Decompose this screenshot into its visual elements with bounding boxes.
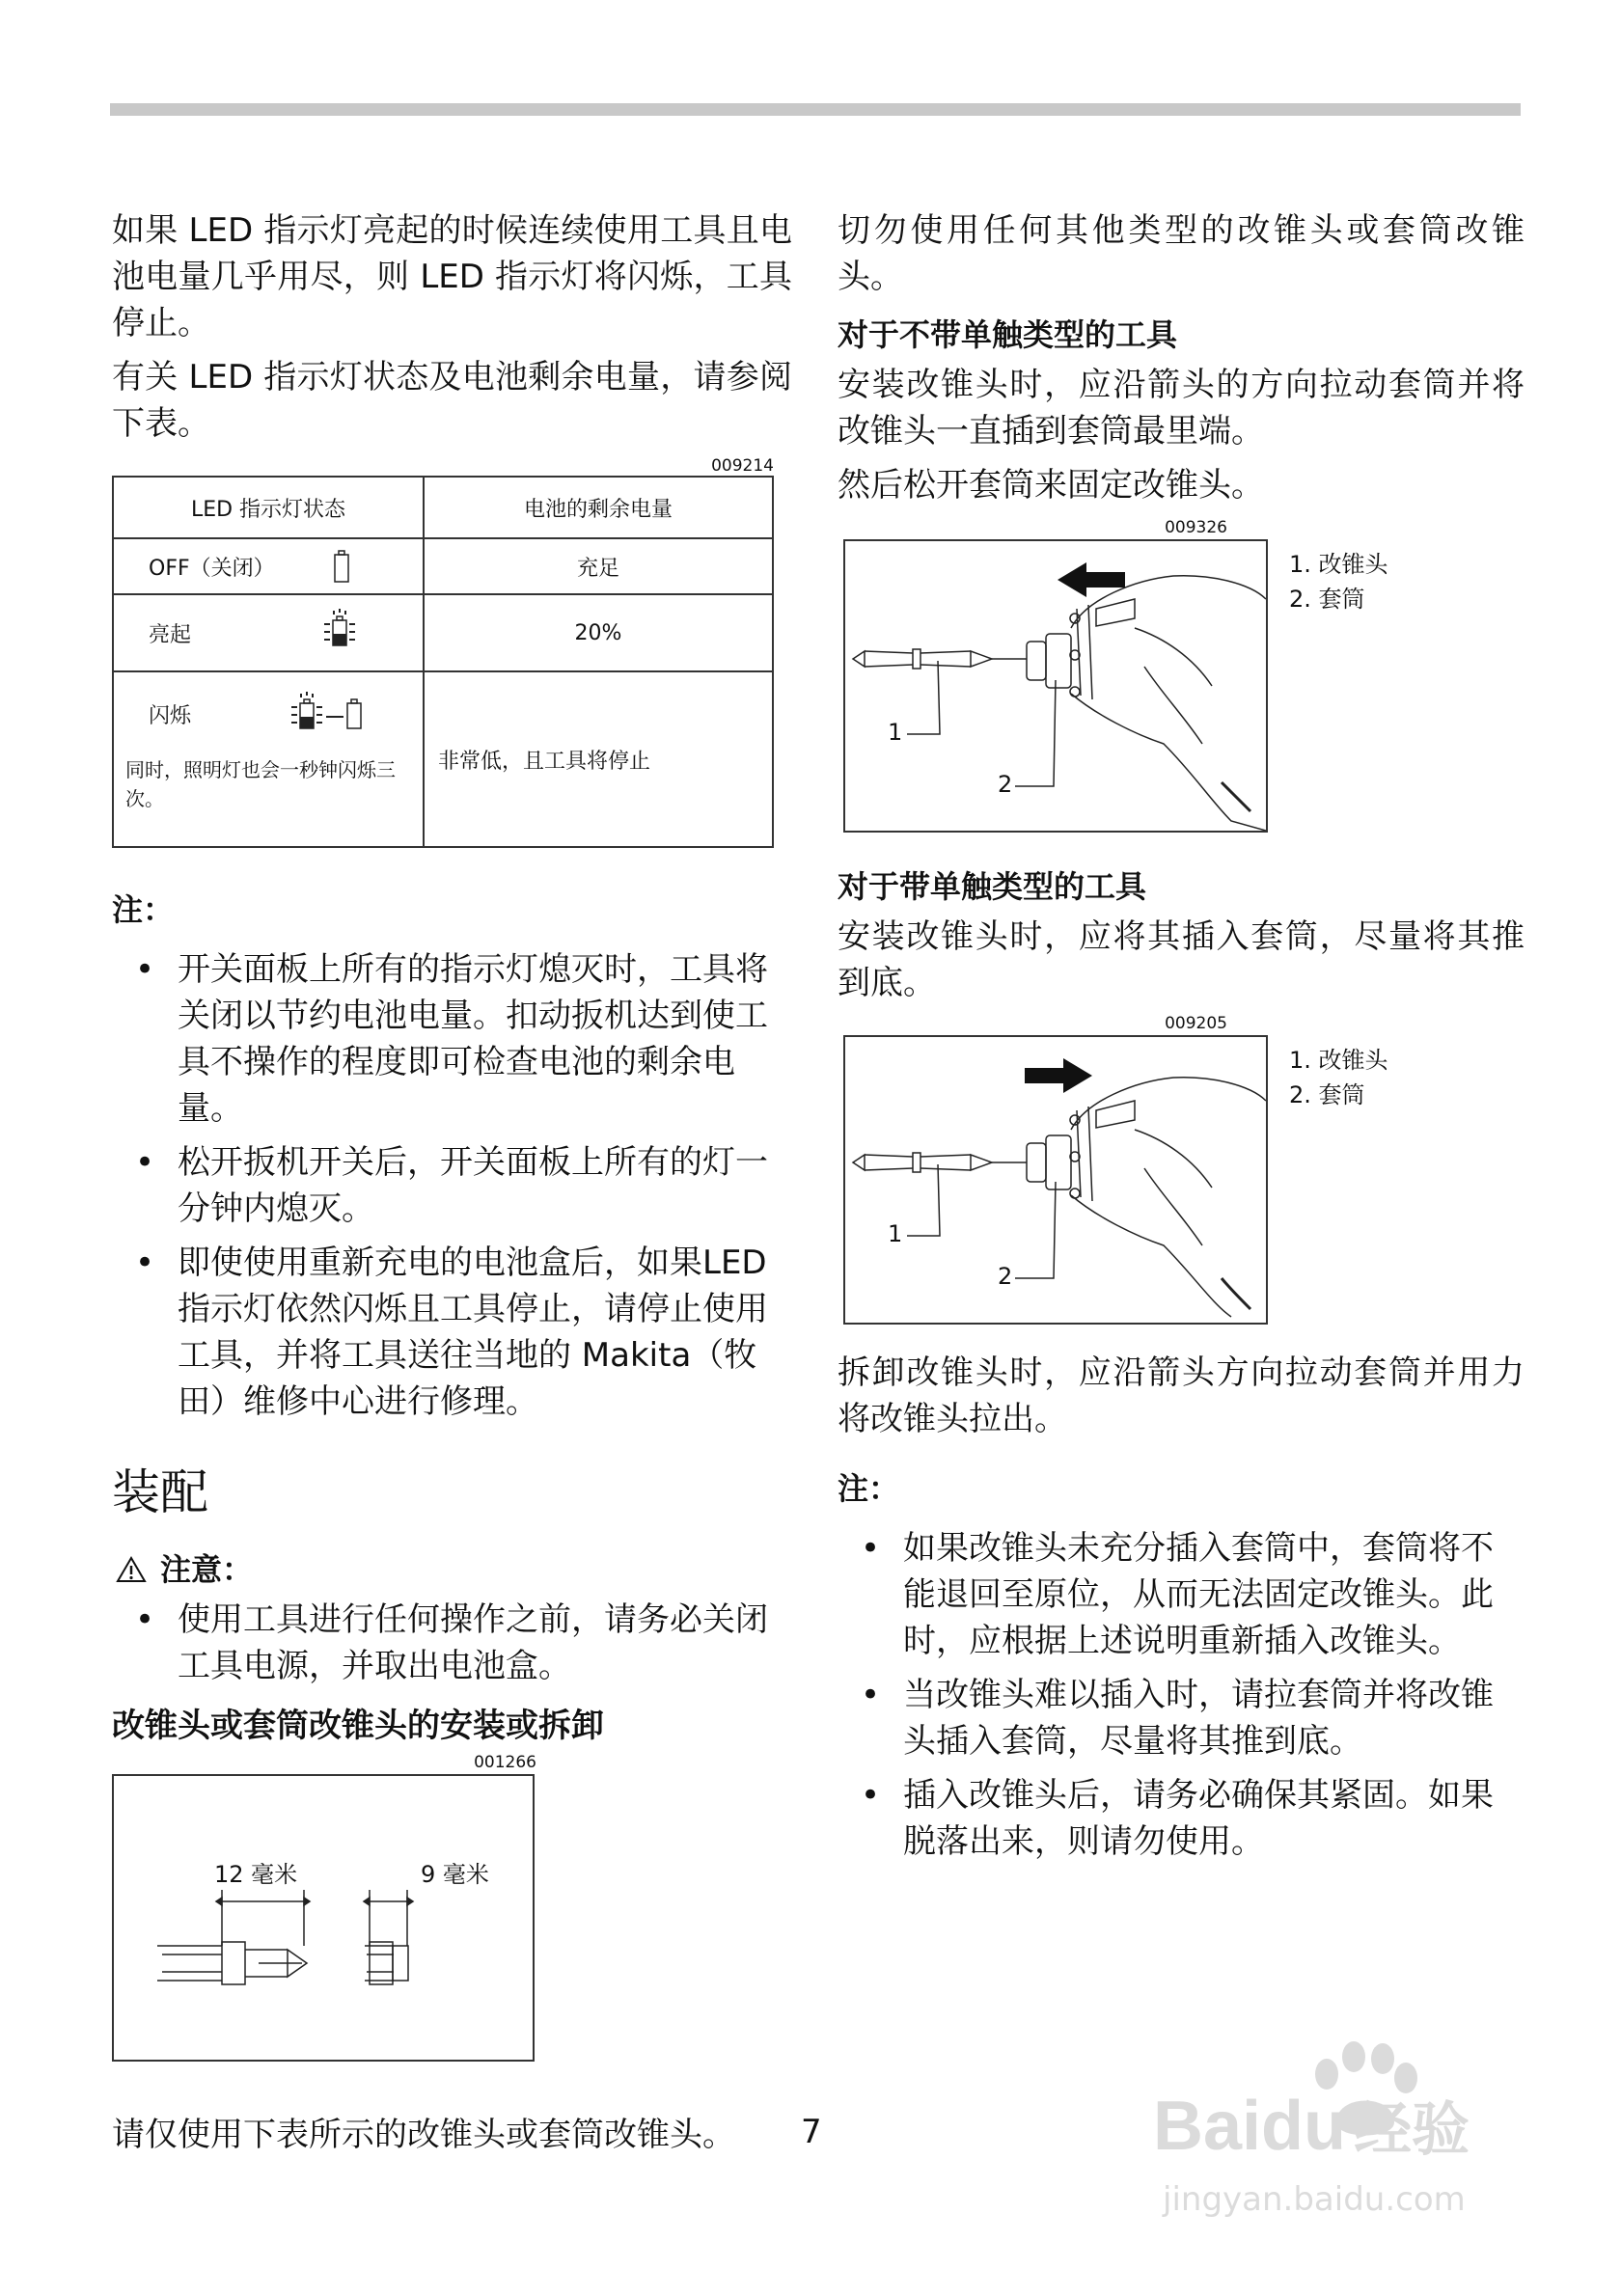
section-title-assembly: 装配	[112, 1464, 208, 1520]
removal-instruction-paragraph: 拆卸改锥头时，应沿箭头方向拉动套筒并用力将改锥头拉出。	[838, 1353, 1525, 1438]
figure-1-ref-code: 009326	[1165, 518, 1227, 537]
page-number: 7	[801, 2113, 822, 2151]
blink-note-text: 同时，照明灯也会一秒钟闪烁三次。	[125, 758, 396, 810]
figure-2-callout-1: 1	[888, 1220, 903, 1247]
watermark-brand-2: du	[1261, 2088, 1347, 2165]
caution-list	[112, 1597, 792, 1689]
table-row	[113, 538, 773, 594]
led-table-reference-paragraph: 有关 LED 指示灯状态及电池剩余电量，请参阅下表。	[112, 358, 792, 443]
table-row	[113, 594, 773, 671]
figure-2-ref-code: 009205	[1165, 1014, 1227, 1033]
one-touch-install-paragraph: 安装改锥头时，应将其插入套筒，尽量将其推到底。	[838, 917, 1525, 1002]
figure-1-legend: 1. 改锥头 2. 套筒	[1289, 551, 1388, 613]
right-notes-list	[838, 1525, 1525, 1865]
figure-2-legend: 1. 改锥头 2. 套筒	[1289, 1047, 1388, 1108]
notes-title: 注：	[112, 891, 175, 928]
list-item: • 如果改锥头未充分插入套筒中，套筒将不能退回至原位，从而无法固定改锥头。此时，应根据上述说明重新插入改锥头。	[861, 1529, 1494, 1660]
release-sleeve-paragraph: 然后松开套筒来固定改锥头。	[838, 466, 1264, 505]
figure-2-callout-2: 2	[998, 1263, 1013, 1290]
list-item: • 即使使用重新充电的电池盒后，如果LED 指示灯依然闪烁且工具停止，请停止使用工具，并将工具送往当地的 Makita（牧田）维修中心进行修理。	[135, 1244, 768, 1421]
bit-installation-figure-1	[843, 539, 1268, 833]
right-column	[838, 207, 1525, 1872]
bit-drawing	[114, 1776, 533, 2060]
value-20-percent: 20%	[424, 594, 773, 671]
header-led-status: LED 指示灯状态	[113, 477, 424, 538]
figure-1-callout-2: 2	[998, 771, 1013, 798]
list-item: • 开关面板上所有的指示灯熄灭时，工具将关闭以节约电池电量。扣动扳机达到使工具不操作的程度即可检查电池的剩余电量。	[135, 950, 768, 1128]
figure-1-block	[838, 518, 1525, 846]
led-blink-icon	[288, 682, 374, 740]
list-item: • 松开扳机开关后，开关面板上所有的灯一分钟内熄灭。	[135, 1143, 768, 1228]
value-full: 充足	[424, 538, 773, 594]
notes-list	[112, 946, 792, 1425]
heading-non-one-touch: 对于不带单触类型的工具	[838, 316, 1178, 353]
heading-one-touch: 对于带单触类型的工具	[838, 868, 1147, 905]
bit-length-12mm-label: 12 毫米	[214, 1861, 298, 1888]
list-item: • 插入改锥头后，请务必确保其紧固。如果脱落出来，则请勿使用。	[861, 1776, 1494, 1861]
bit-usage-paragraph: 请仅使用下表所示的改锥头或套筒改锥头。	[112, 2116, 735, 2154]
list-item: • 当改锥头难以插入时，请拉套筒并将改锥头插入套筒，尽量将其推到底。	[861, 1676, 1494, 1761]
screwdriver-push-bit-drawing	[845, 1037, 1266, 1323]
bit-warning-paragraph: 切勿使用任何其他类型的改锥头或套筒改锥头。	[838, 211, 1525, 296]
led-on-icon	[320, 609, 359, 657]
warning-triangle-icon	[116, 1555, 147, 1584]
screwdriver-pull-sleeve-drawing	[845, 541, 1266, 831]
figure-2-block	[838, 1014, 1525, 1332]
led-intro-paragraph: 如果 LED 指示灯亮起的时候连续使用工具且电池电量几乎用尽，则 LED 指示灯将闪烁，工具停止。	[112, 211, 792, 342]
watermark-brand: Bai	[1153, 2088, 1262, 2165]
bit-length-figure	[112, 1774, 535, 2062]
watermark-url: jingyan.baidu.com	[1163, 2180, 1466, 2219]
top-divider-bar	[110, 103, 1521, 116]
status-off-label: OFF（关闭）	[149, 556, 275, 581]
table-ref-code: 009214	[711, 456, 774, 476]
notes-section	[112, 887, 792, 1425]
left-column	[112, 207, 792, 2166]
header-battery-remaining: 电池的剩余电量	[424, 477, 773, 538]
table-header-row	[113, 477, 773, 538]
table-row	[113, 671, 773, 847]
right-notes-section	[838, 1465, 1525, 1865]
figure-ref-code: 001266	[474, 1753, 536, 1772]
right-notes-title: 注：	[838, 1470, 900, 1507]
caution-title: 注意：	[160, 1551, 254, 1588]
figure-1-callout-1: 1	[888, 719, 903, 746]
bit-length-9mm-label: 9 毫米	[421, 1861, 489, 1888]
watermark-cn: 经验	[1354, 2097, 1470, 2162]
led-status-table	[112, 476, 774, 848]
value-very-low: 非常低，且工具将停止	[424, 671, 773, 847]
caution-block	[112, 1546, 792, 1689]
arrow-right-icon	[1025, 1058, 1092, 1093]
subsection-title-bit-install: 改锥头或套筒改锥头的安装或拆卸	[112, 1707, 604, 1745]
led-off-icon	[332, 549, 351, 586]
list-item: • 使用工具进行任何操作之前，请务必关闭工具电源，并取出电池盒。	[135, 1600, 768, 1685]
status-blink-label: 闪烁	[149, 704, 192, 728]
status-on-label: 亮起	[149, 622, 192, 647]
install-instruction-paragraph: 安装改锥头时，应沿箭头的方向拉动套筒并将改锥头一直插到套筒最里端。	[838, 366, 1525, 451]
bit-installation-figure-2	[843, 1035, 1268, 1325]
